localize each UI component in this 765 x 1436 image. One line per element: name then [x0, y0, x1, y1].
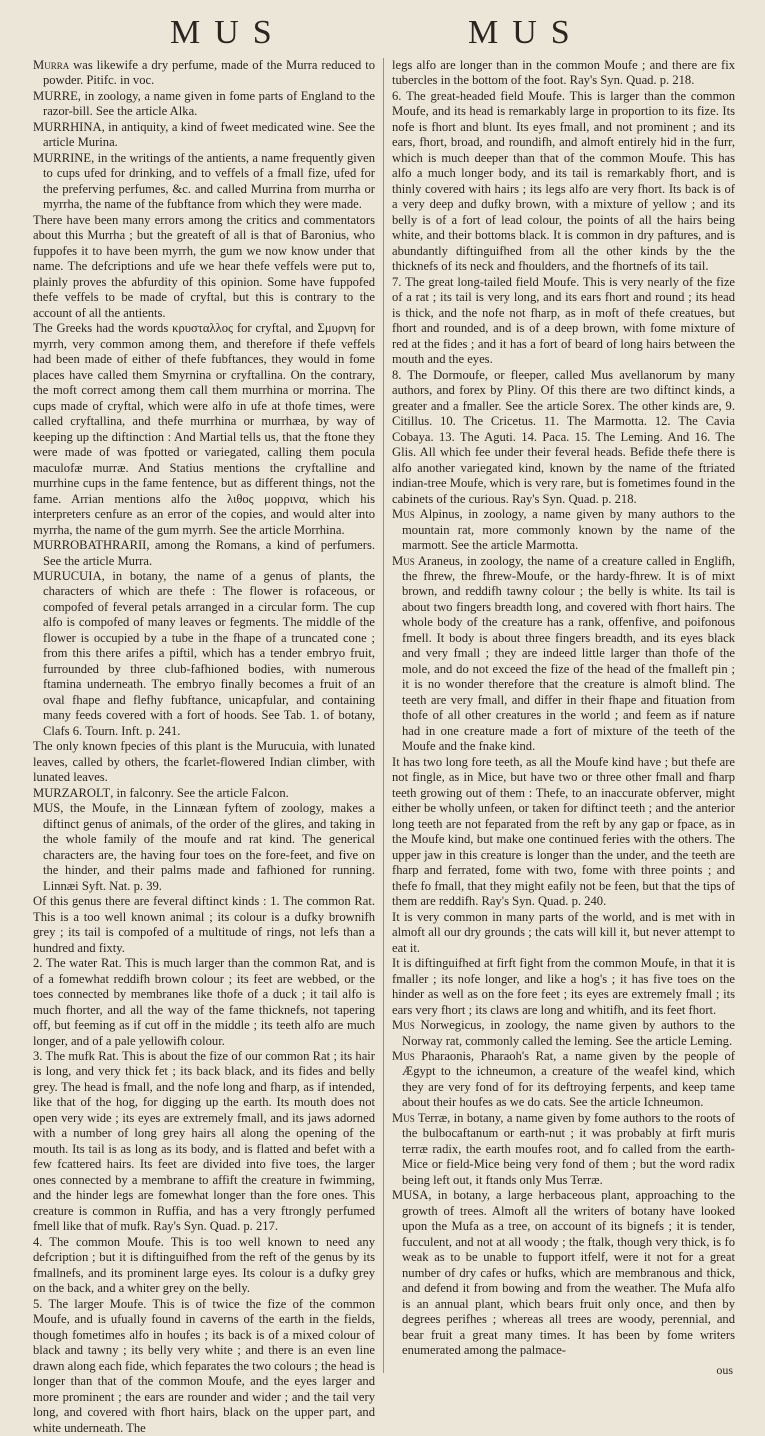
entry-paragraph — [33, 58, 375, 89]
entry-text: The Greeks had the words κρυσταλλος for cryftal, and Σμυρνη for myrrh, very common among them, and therefore if thefe veffels had been made of either of thefe fubftances, they would in fome places have called them Smyrnina or cryftallina. On the contrary, the moft correct among them call them murrhina or morrina. The cups made of cryftal, which were alfo in ufe at thofe times, were called cryftallina, and thefe murrhina or murrhæa, by way of keeping up the diftinction : And Martial tells us, that the ftone they were made of was fpotted or variegated, calling them pocula maculofæ murræ. And Statius mentions the cryftalline and murrhine cups in the fame fentence, but as different things, not the fame. Arrian mentions alfo the λιθος μορρινα, which his interpreters cenfure as an error of the copies, and would alter into myrrha, the name of the gum myrrh. See the article Morrhina. — [33, 321, 375, 537]
entry-text: , in botany, the name of a genus of plants, the characters of which are thefe : The flower is rofaceous, or compofed of feveral petals arranged in a circular form. The cup alfo is compofed of many leaves or fegments. The middle of the flower is occupied by a tube in the fhape of a truncated cone ; from this there arifes a piftil, which has a tender embryo fruit, furrounded by three club-fafhioned bodies, with numerous ftamina underneath. The embryo finally becomes a fruit of an oval fhape and flefhy fubftance, unicapfular, and containing many feeds covered with a fort of hoods. See Tab. 1. of botany, Clafs 6. Tourn. Inft. p. 241. — [43, 568, 375, 738]
entry-paragraph — [33, 538, 375, 569]
entry-paragraph — [33, 89, 375, 120]
entry-text: Pharaonis, Pharaoh's Rat, a name given by the people of Ægypt to the ichneumon, a creature of the weafel kind, which they are very fond of for its deftroying ferpents, and keep tame about their houfes as we do cats. See the article Ichneumon. — [402, 1049, 735, 1110]
entry-headword: MURUCUIA — [33, 568, 102, 583]
entry-paragraph — [392, 368, 735, 507]
entry-text: Araneus, in zoology, the name of a creature called in Englifh, the fhrew, the fhrew-Moufe, or the hardy-fhrew. It is of mixt brown, and reddifh tawny colour ; the belly is white. Its tail is about two fingers breadth long, and covered with fhort hairs. The whole body of the creature has a rank, offenfive, and poifonous fmell. It body is about three fingers breadth, and its eyes black and very fmall ; they are indeed little larger than thofe of the mole, and do not exceed the fize of the head of the fmalleft pin ; it is no wonder therefore that the creature is almoft blind. The teeth are very fmall, and differ in their fhape and fituation from thofe of all other creatures in the world ; and feem as if nature had in one creature made a fort of mixture of the teeth of the Moufe and the fnake kind. — [402, 553, 735, 754]
entry-headword: MURRE — [33, 88, 78, 103]
entry-text: 5. The larger Moufe. This is of twice the fize of the common Moufe, and is ufually found in caverns of the earth in the fields, though fometimes alfo in houfes ; its back is of a mixed colour of black and tawny ; its belly very white ; and there is an even line drawn along each fide, which feparates the two colours ; the head is longer than that of the common Moufe, and the eyes larger and more prominent ; the ears are rounder and wider ; and the tail very long, and covered with fhort hairs, black on the upper part, and white underneath. The — [33, 1296, 375, 1435]
column-divider — [383, 58, 384, 1373]
entry-text: , in botany, a large herbaceous plant, approaching to the growth of trees. Almoft all the writers of botany have looked upon the Mufa as a tree, on account of its bignefs ; it is tender, fucculent, and not at all woody ; the ftalk, though very thick, is fo weak as to be unable to fupport itfelf, were it not for a great number of dry cafes or hufks, which are membranous and thick, and defend it from bowing and from the weather. The Mufa alfo is an annual plant, which bears fruit only once, and then by degrees perifhes ; whereas all trees are woody, perennial, and bear fruit a great many times. It has been by fome writers enumerated among the palmace- — [402, 1188, 735, 1358]
entry-headword: Murra — [33, 58, 70, 72]
entry-text: It has two long fore teeth, as all the Moufe kind have ; but thefe are not fingle, as in Mice, but have two or three other fmall and fharp teeth growing out of them : Thefe, to an inaccurate obferver, might either be wholly unfeen, or taken for diftinct teeth ; and the anterior long teeth are not feparated from the reft by any gap or fpace, as in the Moufe kind, but make one continued feries with the others. The upper jaw in this creature is longer than the under, and the teeth are fharp and ferrated, fome with two, fome with three points ; and thefe fo fmall, that they might eafily not be feen, but that the tips of them are reddifh. Ray's Syn. Quad. p. 240. — [392, 754, 735, 909]
page-header — [0, 14, 765, 54]
entry-headword: Mus — [392, 1049, 415, 1063]
entry-text: It is very common in many parts of the world, and is met with in almoft all our dry grounds ; the cats will kill it, but never attempt to eat it. — [392, 909, 735, 955]
entry-text: was likewife a dry perfume, made of the Murra reduced to powder. Pitifc. in voc. — [43, 58, 375, 88]
running-head-right: MUS — [468, 14, 584, 51]
entry-text: Norwegicus, in zoology, the name given by authors to the Norway rat, commonly called the leming. See the article Leming. — [402, 1018, 735, 1048]
entry-headword: MURROBATHRARII — [33, 538, 147, 553]
entry-text: , in antiquity, a kind of fweet medicated wine. See the article Murina. — [43, 119, 375, 150]
entry-paragraph — [392, 910, 735, 956]
running-head-left: MUS — [170, 14, 286, 51]
entry-text: There have been many errors among the critics and commentators about this Murrha ; but the greateft of all is that of Baronius, who fuppofes it to have been myrrh, the gum we now know under that name. The defcriptions and ufe we hear thefe veffels were put to, plainly proves the abfurdity of this opinion. Some have fuppofed thefe veffels to be made of cryftal, but this is contrary to the account of all the antients. — [33, 212, 375, 320]
entry-text: Of this genus there are feveral diftinct kinds : 1. The common Rat. This is a too well known animal ; its colour is a dufky brownifh grey ; its tail is compofed of a multitude of rings, not lefs than a hundred and fixty. — [33, 894, 375, 955]
entry-paragraph — [392, 1018, 735, 1049]
entry-headword: MURZAROLT — [33, 785, 111, 800]
entry-text: , in the writings of the antients, a name frequently given to cups ufed for drinking, and to veffels of a fmall fize, ufed for the preferving perfumes, &c. and called Murrina from murrha or myrrha, the name of the fubftance from which they were made. — [43, 150, 375, 212]
entry-headword: MURRHINA — [33, 119, 102, 134]
entry-headword: MUSA — [392, 1188, 429, 1203]
entry-paragraph — [392, 275, 735, 368]
entry-paragraph — [392, 1049, 735, 1111]
left-column — [33, 58, 375, 1435]
entry-paragraph — [392, 554, 735, 755]
entry-paragraph — [33, 786, 375, 801]
entry-paragraph — [33, 213, 375, 321]
entry-headword: MUS — [33, 801, 61, 816]
entry-text: Alpinus, in zoology, a name given by many authors to the mountain rat, more commonly known by the name of the marmott. See the article Marmotta. — [402, 507, 735, 553]
entry-headword: Mus — [392, 1110, 415, 1125]
entry-paragraph — [392, 956, 735, 1018]
entry-paragraph — [33, 739, 375, 785]
entry-paragraph — [392, 89, 735, 275]
right-column — [392, 58, 735, 1376]
catchword: ous — [716, 1363, 733, 1377]
entry-paragraph — [392, 507, 735, 553]
entry-headword: Mus — [392, 553, 415, 568]
entry-paragraph — [33, 801, 375, 894]
entry-paragraph — [392, 58, 735, 89]
entry-text: It is diftinguifhed at firft fight from the common Moufe, in that it is fmaller ; its nofe longer, and like a hog's ; it has five toes on the hinder as well as on the fore feet ; its eyes are extremely fmall ; its ears very fhort ; its claws are long and whitifh, and its feet fhort. — [392, 956, 735, 1017]
entry-paragraph — [33, 956, 375, 1049]
entry-paragraph — [33, 1297, 375, 1436]
entry-paragraph — [33, 894, 375, 956]
entry-paragraph — [33, 151, 375, 213]
entry-text: , in zoology, a name given in fome parts of England to the razor-bill. See the article Alka. — [43, 88, 375, 119]
entry-text: , in falconry. See the article Falcon. — [110, 785, 289, 800]
entry-paragraph — [392, 755, 735, 910]
entry-paragraph — [33, 1049, 375, 1235]
entry-text: , the Moufe, in the Linnæan fyftem of zoology, makes a diftinct genus of animals, of the order of the glires, and taking in the whole family of the moufe and rat kind. The generical characters are, the having four toes on the fore-feet, and five on the hinder, and their palms made and fafhioned for running. Linnæi Syft. Nat. p. 39. — [43, 801, 375, 893]
entry-text: 7. The great long-tailed field Moufe. This is very nearly of the fize of a rat ; its tail is very long, and its ears fhort and round ; its head is thick, and the nofe not fharp, as in moft of thefe creatues, but fhort and rounded, and is of a deep brown, with fome mixture of red at the fides ; and it has a fort of beard of long hairs between the mouth and the eyes. — [392, 274, 735, 367]
entry-headword: Mus — [392, 1018, 415, 1033]
entry-paragraph — [392, 1188, 735, 1358]
entry-text: 2. The water Rat. This is much larger than the common Rat, and is of a fomewhat reddifh brown colour ; its feet are webbed, or the toes connected by membranes like thofe of a duck ; it tail alfo is much fhorter, and all the way of the fame thicknefs, not tapering off, but feeming as if cut off in the middle ; its teeth alfo are much longer, and of a pale yellowifh colour. — [33, 956, 375, 1048]
entry-text: 6. The great-headed field Moufe. This is larger than the common Moufe, and its head is remarkably large in proportion to its fize. Its nofe is fhort and blunt. Its eyes fmall, and not prominent ; and its ears, fhort, broad, and roundifh, and almoft entirely hid in the furr, which is much deeper than that of the common Moufe. This has alfo a much longer body, and its tail is remarkably fhort, and is thinly covered with hairs ; its legs alfo are very fhort. Its back is of a very deep and dufky brown, with a mixture of yellow ; and its belly is of a fort of lead colour, the points of all the hairs being white, and their bottoms black. It is common in dry paftures, and is abundantly diftinguifhed from all the other kinds by the the thicknefs of its neck and fhoulders, and the fhortnefs of its tail. — [392, 88, 735, 274]
entry-headword: Mus — [392, 507, 415, 522]
entry-text: 4. The common Moufe. This is too well known to need any defcription ; but it is diftinguifhed from the reft of the genus by its fmallnefs, and its prominent large eyes. Its colour is a dufky grey on the back, and a whiter grey on the belly. — [33, 1234, 375, 1296]
entry-text: , among the Romans, a kind of perfumers. See the article Murra. — [43, 538, 375, 568]
entry-paragraph — [33, 321, 375, 538]
entry-paragraph — [33, 1235, 375, 1297]
entry-headword: MURRINE — [33, 150, 92, 165]
entry-text: Terræ, in botany, a name given by fome authors to the roots of the bulbocaftanum or earth-nut ; it was probably at firft muris terræ radix, the earth moufes root, and fo called from the earth-Mice or field-Mice being very fond of them ; but the word radix being left out, it ftands only Mus Terræ. — [402, 1110, 735, 1187]
entry-text: 8. The Dormoufe, or fleeper, called Mus avellanorum by many authors, and forex by Pliny. Of this there are two diftinct kinds, a greater and a fmaller. See the article Sorex. The other kinds are, 9. Citillus. 10. The Cricetus. 11. The Marmotta. 12. The Cavia Cobaya. 13. The Aguti. 14. Paca. 15. The Leming. And 16. The Glis. All which fee under their feveral heads. Befide thefe there is alfo another variegated kind, known by the name of the ftriated indian-tree Moufe, which is very rare, but is fometimes found in the cabinets of the curious. Ray's Syn. Quad. p. 218. — [392, 367, 735, 506]
entry-paragraph — [33, 120, 375, 151]
entry-paragraph — [33, 569, 375, 739]
entry-text: The only known fpecies of this plant is the Murucuia, with lunated leaves, called by others, the fcarlet-flowered Indian climber, with lunated leaves. — [33, 739, 375, 785]
entry-paragraph — [392, 1111, 735, 1188]
entry-text: 3. The mufk Rat. This is about the fize of our common Rat ; its hair is long, and very thick fet ; its back black, and its fides and belly grey. The head is fmall, and the nofe long and fharp, as if intended, like that of the hog, for digging up the earth. Its mouth does not open very wide ; its eyes are extremely fmall, and its jaws adorned with a number of long grey hairs all along the opening of the mouth. Its tail is as long as its body, and is flatted and befet with a few fcattered hairs. Its feet are divided into five toes, the larger ones connected by a membrane to affift the creature in fwimming, and the hinder legs are fomewhat longer than the fore ones. This creature is common in Ruffia, and has a very ftrongly perfumed fmell like that of mufk. Ray's Syn. Quad. p. 217. — [33, 1049, 375, 1234]
entry-text: legs alfo are longer than in the common Moufe ; and there are fix tubercles in the bottom of the foot. Ray's Syn. Quad. p. 218. — [392, 58, 735, 88]
